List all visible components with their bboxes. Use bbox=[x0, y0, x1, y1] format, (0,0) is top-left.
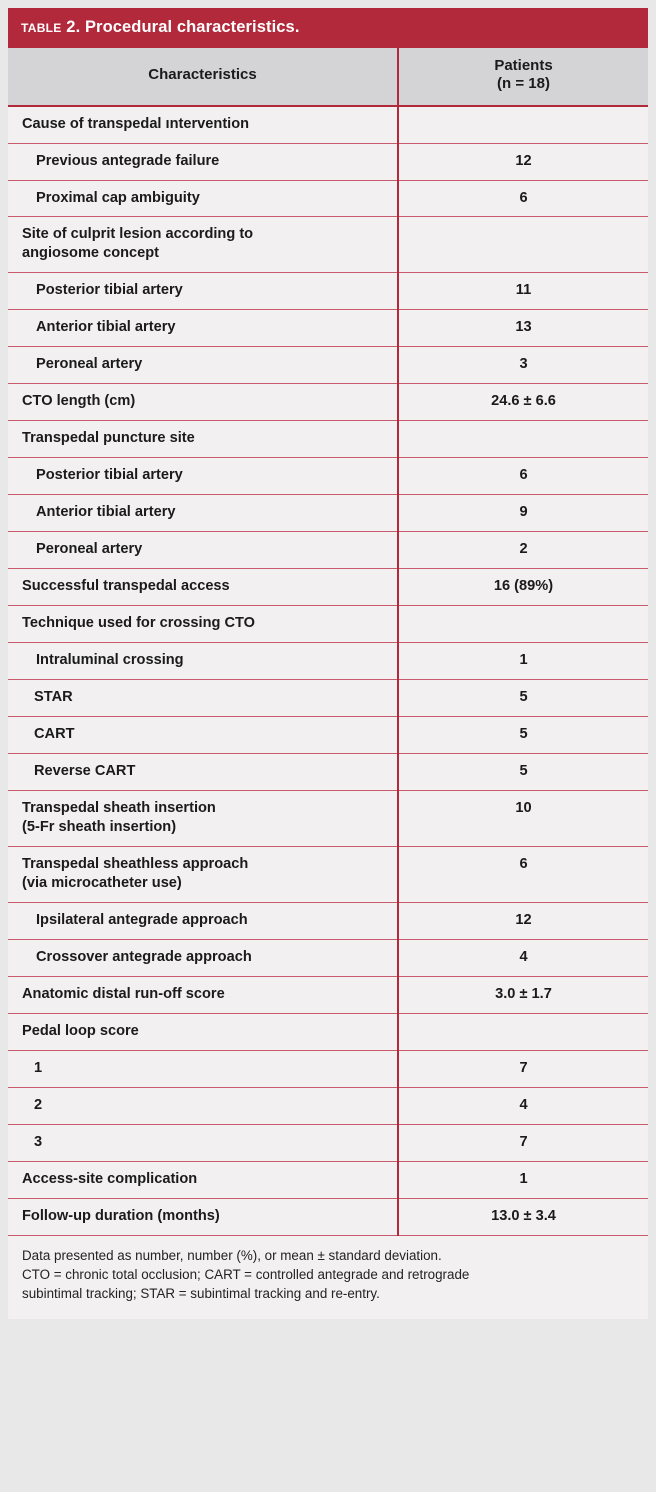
row-label-line-1: Intraluminal crossing bbox=[36, 652, 184, 669]
row-label-line-1: Peroneal artery bbox=[36, 356, 143, 373]
row-label bbox=[8, 1198, 398, 1235]
table-row bbox=[8, 976, 648, 1013]
row-label-line-2: (5-Fr sheath insertion) bbox=[22, 818, 177, 835]
row-label-line-1: Anterior tibial artery bbox=[36, 319, 176, 336]
row-label bbox=[8, 939, 398, 976]
row-label bbox=[8, 976, 398, 1013]
table-row bbox=[8, 1087, 648, 1124]
table-label-word: table bbox=[21, 18, 62, 36]
row-value: 12 bbox=[398, 143, 648, 180]
row-label-line-1: Reverse CART bbox=[34, 763, 136, 779]
row-label bbox=[8, 217, 398, 273]
row-value: 7 bbox=[398, 1050, 648, 1087]
row-value: 10 bbox=[398, 790, 648, 846]
column-header-characteristics: Characteristics bbox=[8, 48, 398, 106]
row-label-line-1: Successful transpedal access bbox=[22, 578, 230, 595]
row-label bbox=[8, 495, 398, 532]
row-label-line-1: Pedal loop score bbox=[22, 1022, 139, 1039]
table-row bbox=[8, 606, 648, 643]
row-label bbox=[8, 717, 398, 754]
table-header-row bbox=[8, 48, 648, 106]
row-label bbox=[8, 902, 398, 939]
footnote-line-3: subintimal tracking; STAR = subintimal tracking and re-entry. bbox=[22, 1285, 380, 1301]
row-value: 16 (89%) bbox=[398, 569, 648, 606]
row-value bbox=[398, 421, 648, 458]
footnote-line-1: Data presented as number, number (%), or mean ± standard deviation. bbox=[22, 1247, 442, 1263]
row-value: 1 bbox=[398, 1161, 648, 1198]
row-label bbox=[8, 1013, 398, 1050]
row-label bbox=[8, 1124, 398, 1161]
table-row bbox=[8, 1013, 648, 1050]
row-label bbox=[8, 180, 398, 217]
row-value: 12 bbox=[398, 902, 648, 939]
row-label bbox=[8, 106, 398, 143]
row-label-line-2: angiosome concept bbox=[22, 245, 160, 262]
table-row bbox=[8, 1124, 648, 1161]
row-value: 5 bbox=[398, 754, 648, 791]
table-row bbox=[8, 569, 648, 606]
procedural-characteristics-table bbox=[8, 48, 648, 1236]
row-value: 13 bbox=[398, 310, 648, 347]
row-label-line-1: Transpedal puncture site bbox=[22, 430, 195, 447]
row-label bbox=[8, 143, 398, 180]
table-body bbox=[8, 106, 648, 1236]
row-label-line-1: Previous antegrade failure bbox=[36, 152, 220, 169]
row-value: 6 bbox=[398, 180, 648, 217]
row-label-line-1: Site of culprit lesion according to bbox=[22, 226, 254, 243]
row-label-line-1: 3 bbox=[34, 1133, 43, 1150]
row-value: 6 bbox=[398, 458, 648, 495]
row-label bbox=[8, 384, 398, 421]
row-label-line-1: CTO length (cm) bbox=[22, 393, 136, 410]
table-row bbox=[8, 217, 648, 273]
row-value bbox=[398, 217, 648, 273]
row-label-line-1: Cause of transpedal ıntervention bbox=[22, 115, 250, 132]
table-row bbox=[8, 790, 648, 846]
table-row bbox=[8, 1198, 648, 1235]
row-value: 4 bbox=[398, 939, 648, 976]
table-row bbox=[8, 458, 648, 495]
row-value: 3 bbox=[398, 347, 648, 384]
row-label bbox=[8, 569, 398, 606]
row-label-line-1: Anatomic distal run-off score bbox=[22, 985, 225, 1002]
table-row bbox=[8, 680, 648, 717]
table-row bbox=[8, 310, 648, 347]
table-footnote bbox=[8, 1236, 648, 1319]
row-label-line-1: Peroneal artery bbox=[36, 541, 143, 558]
row-value: 3.0 ± 1.7 bbox=[398, 976, 648, 1013]
table-row bbox=[8, 902, 648, 939]
row-value: 13.0 ± 3.4 bbox=[398, 1198, 648, 1235]
row-value: 6 bbox=[398, 846, 648, 902]
row-label-line-1: Anterior tibial artery bbox=[36, 504, 176, 521]
row-label-line-1: Access-site complication bbox=[22, 1170, 198, 1187]
table-row bbox=[8, 754, 648, 791]
table-row bbox=[8, 421, 648, 458]
row-label bbox=[8, 310, 398, 347]
row-value: 24.6 ± 6.6 bbox=[398, 384, 648, 421]
table-figure bbox=[8, 8, 648, 1319]
row-label-line-1: Proximal cap ambiguity bbox=[36, 189, 200, 206]
row-value: 11 bbox=[398, 273, 648, 310]
row-label-line-1: Posterior tibial artery bbox=[36, 282, 183, 299]
row-label-line-1: Technique used for crossing CTO bbox=[22, 615, 255, 632]
column-header-patients bbox=[398, 48, 648, 106]
row-label-line-1: Follow-up duration (months) bbox=[22, 1207, 220, 1224]
row-label bbox=[8, 680, 398, 717]
column-header-patients-count: (n = 18) bbox=[497, 75, 550, 93]
row-value: 9 bbox=[398, 495, 648, 532]
row-label bbox=[8, 458, 398, 495]
row-label-line-2: (via microcatheter use) bbox=[22, 874, 182, 891]
row-label-line-1: 1 bbox=[34, 1059, 43, 1076]
table-row bbox=[8, 106, 648, 143]
table-row bbox=[8, 939, 648, 976]
row-value bbox=[398, 106, 648, 143]
row-label-line-1: Posterior tibial artery bbox=[36, 467, 183, 484]
table-row bbox=[8, 273, 648, 310]
row-label bbox=[8, 421, 398, 458]
row-value: 5 bbox=[398, 680, 648, 717]
row-label-line-1: Ipsilateral antegrade approach bbox=[36, 911, 248, 928]
row-label bbox=[8, 532, 398, 569]
table-row bbox=[8, 1050, 648, 1087]
table-row bbox=[8, 1161, 648, 1198]
row-label bbox=[8, 606, 398, 643]
column-header-patients-title: Patients bbox=[494, 56, 553, 74]
row-label bbox=[8, 643, 398, 680]
table-caption-bar bbox=[8, 8, 648, 48]
footnote-line-2: CTO = chronic total occlusion; CART = controlled antegrade and retrograde bbox=[22, 1266, 470, 1282]
row-value: 2 bbox=[398, 532, 648, 569]
table-row bbox=[8, 180, 648, 217]
table-row bbox=[8, 846, 648, 902]
row-label bbox=[8, 754, 398, 791]
row-value: 4 bbox=[398, 1087, 648, 1124]
table-row bbox=[8, 717, 648, 754]
table-row bbox=[8, 532, 648, 569]
table-row bbox=[8, 143, 648, 180]
table-row bbox=[8, 384, 648, 421]
row-label bbox=[8, 1087, 398, 1124]
row-label bbox=[8, 1161, 398, 1198]
row-label bbox=[8, 273, 398, 310]
table-row bbox=[8, 495, 648, 532]
row-value: 1 bbox=[398, 643, 648, 680]
table-head bbox=[8, 48, 648, 106]
row-label-line-1: Transpedal sheath insertion bbox=[22, 799, 216, 816]
table-row bbox=[8, 347, 648, 384]
table-caption-text: Procedural characteristics. bbox=[84, 18, 300, 36]
row-label bbox=[8, 1050, 398, 1087]
table-number: 2. bbox=[66, 18, 81, 36]
row-label-line-1: STAR bbox=[34, 689, 73, 706]
row-label bbox=[8, 790, 398, 846]
row-value bbox=[398, 1013, 648, 1050]
row-label-line-1: Crossover antegrade approach bbox=[36, 948, 252, 965]
row-label-line-1: 2 bbox=[34, 1096, 43, 1113]
row-value: 5 bbox=[398, 717, 648, 754]
row-label-line-1: Transpedal sheathless approach bbox=[22, 855, 249, 872]
row-label bbox=[8, 846, 398, 902]
table-row bbox=[8, 643, 648, 680]
row-value bbox=[398, 606, 648, 643]
row-value: 7 bbox=[398, 1124, 648, 1161]
row-label bbox=[8, 347, 398, 384]
row-label-line-1: CART bbox=[34, 726, 75, 743]
